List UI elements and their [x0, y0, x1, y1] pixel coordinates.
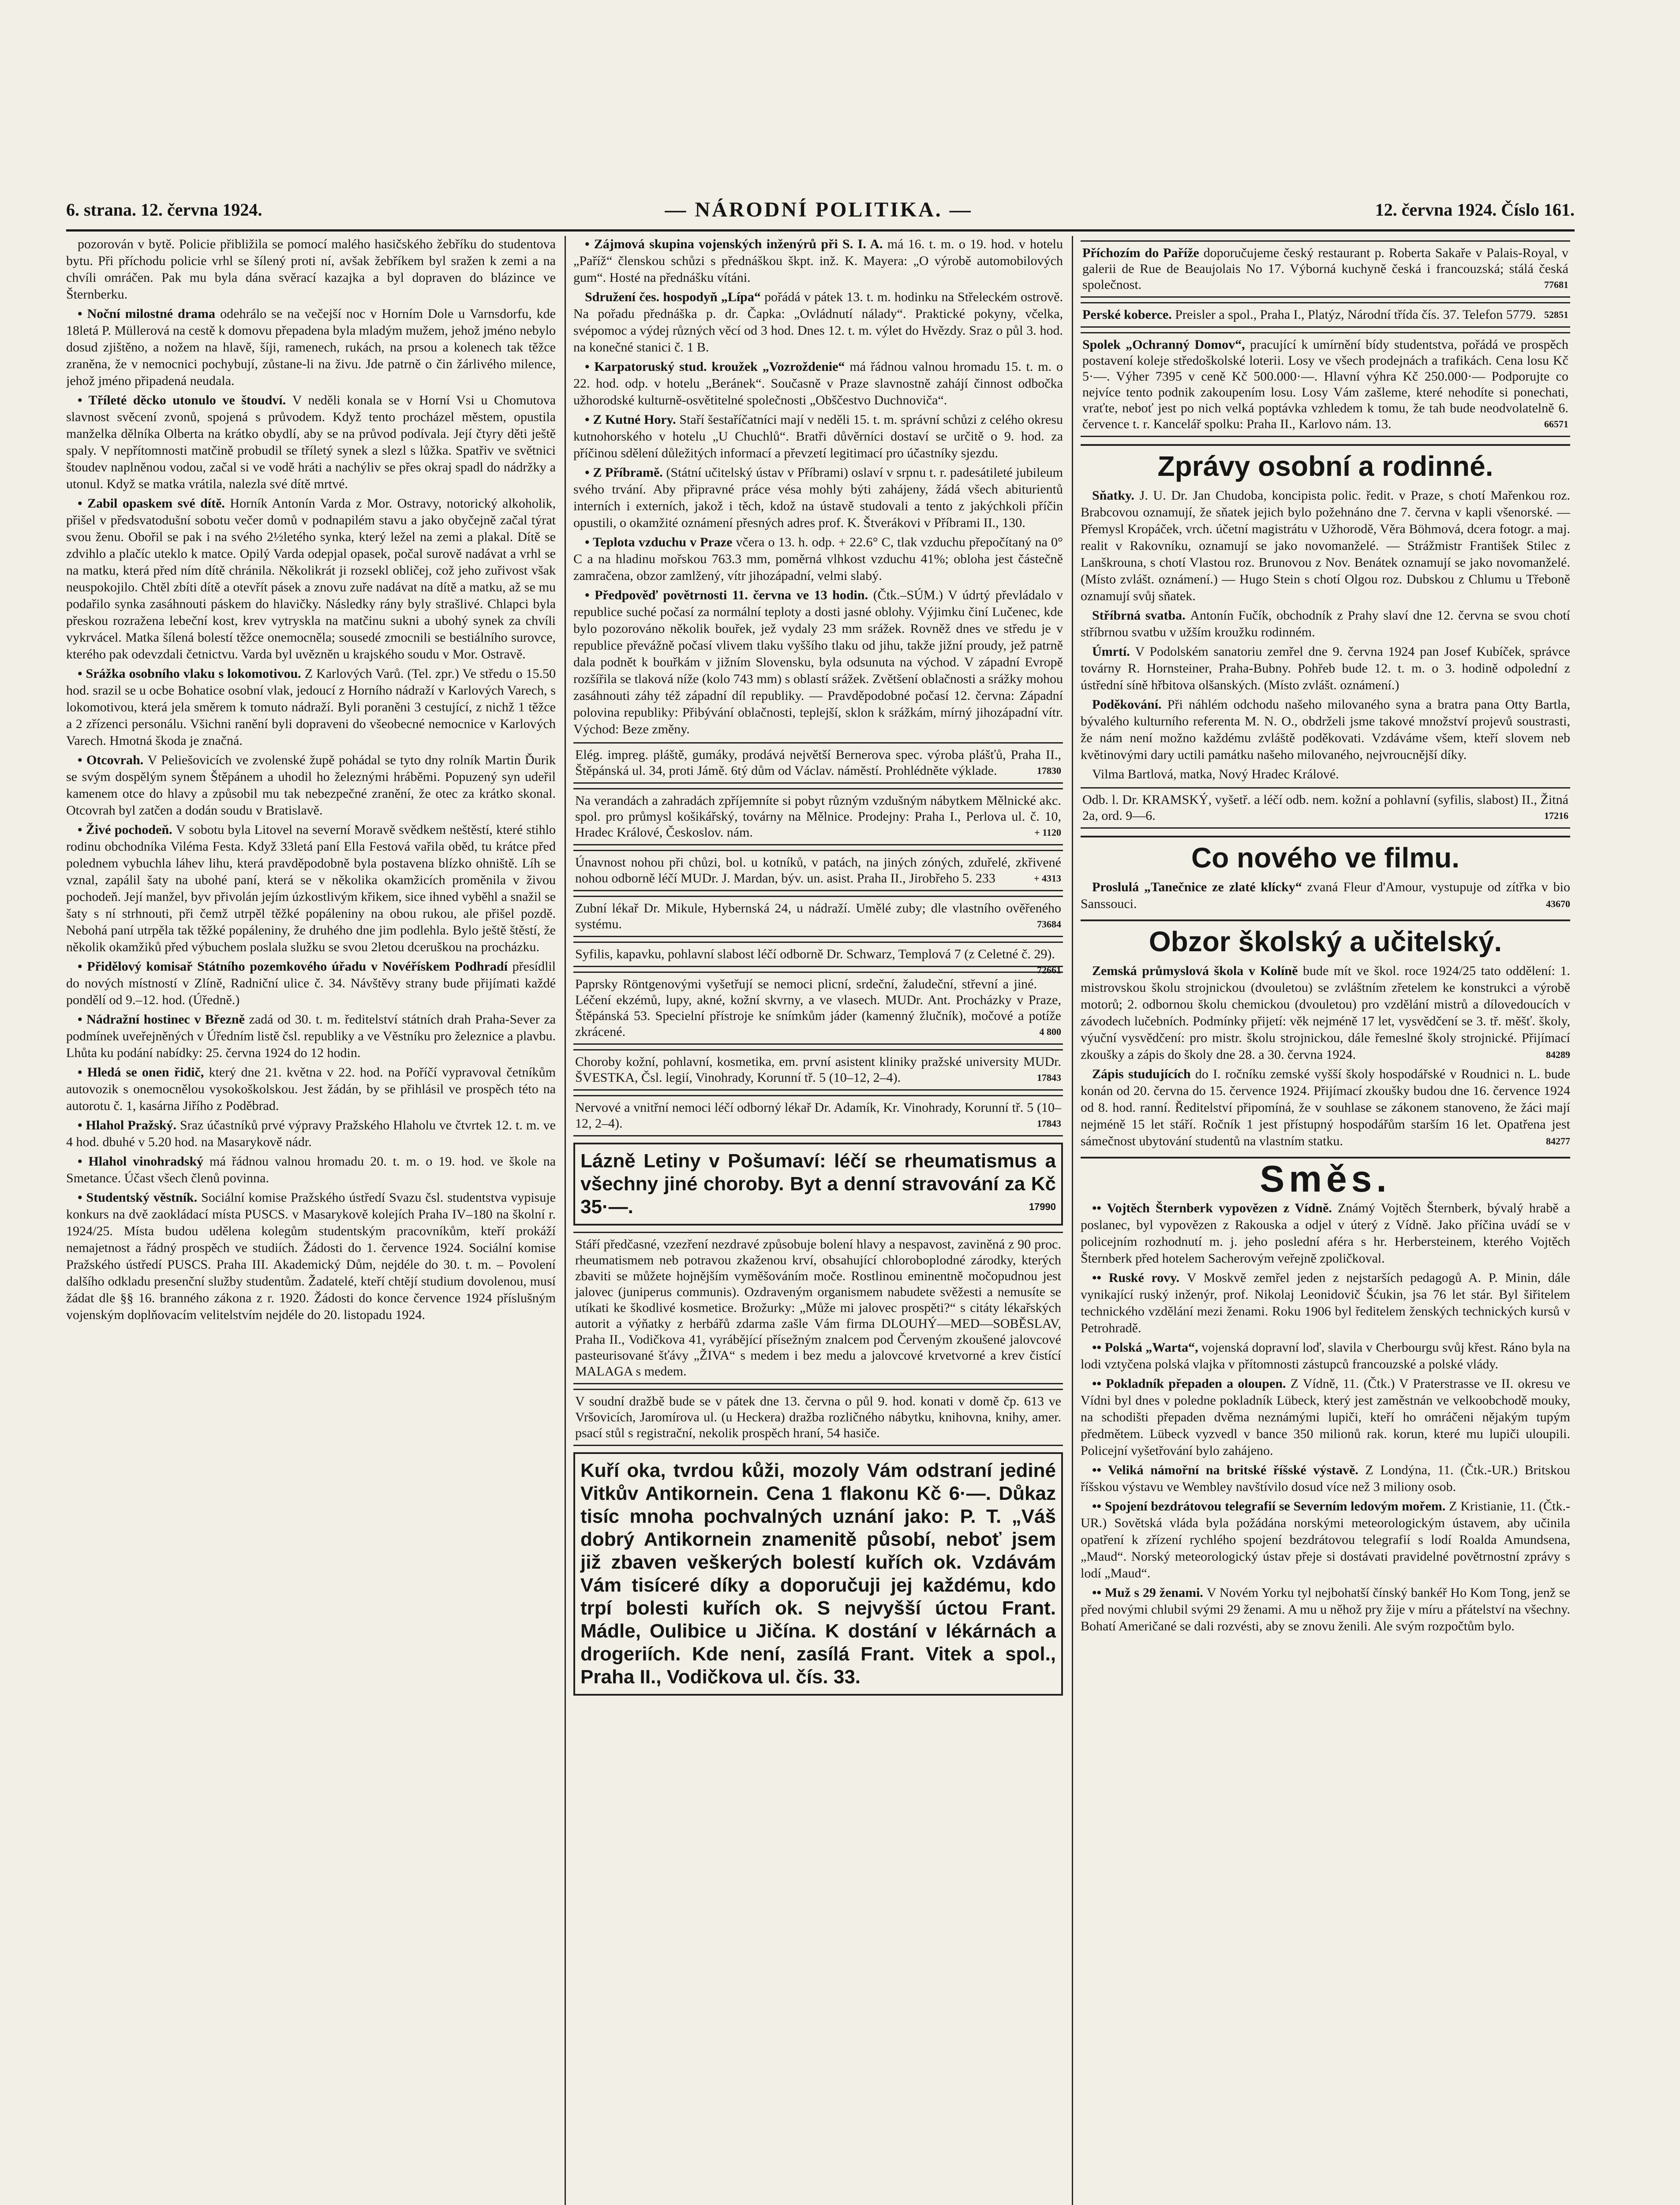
col1-item [66, 392, 556, 493]
ad-dr-kramsky [1081, 787, 1570, 829]
item-text: zadá od 30. t. m. ředitelství státních drah Praha-Sever za podmínek uveřejněných v Úředním listě čsl. republiky a ve Věstníku pro železnice a plavbu. Lhůta ku podání nabídky: 25. června 1924 do 12 hodin. [66, 1012, 556, 1060]
ad-text: Kuří oka, tvrdou kůži, mozoly Vám odstraní jediné Vitkův Antikornein. Cena 1 flakonu Kč 6·—. Důkaz tisíc mnoha pochvalných uznání jako: P. T. „Váš dobrý Antikornein znamenitě působí, neboť jsem již zbaven veškerých bolestí kuřích ok. Vzdávám Vám tisíceré díky a doporučuji jej každému, kdo trpí bolesti kuřích ok. S nejvyšší úctou Frant. Mádle, Oulibice u Jičína. K dostání v lékárnách a drogeriích. Kde není, zasílá Frant. Vitek a spol., Praha II., Vodičkova ul. čís. 33. [580, 1460, 1056, 1688]
item-number: 84289 [1546, 1049, 1570, 1060]
item-text: pracující k umírnění bídy studentstva, pořádá ve prospěch postavení koleje středoškolské loterii. Losy ve všech prodejnách a trafikách. Cena losu Kč 5·—. Výher 7395 v ceně Kč 500.000·—. Hlavní výhra Kč 250.000·— Podporujte co nejvíce tento podnik zakoupením losu. Losy Vám zašleme, které nehodíte si ponechati, vraťte, neboť jest po nich velká poptávka vzhledem k tomu, že tah bude neodvolatelně 6. července t. r. Kancelář spolku: Praha II., Karlovo nám. 13. [1082, 337, 1568, 431]
item-number: 84277 [1546, 1136, 1570, 1147]
item-text: V Peliešovicích ve zvolenské župě pohádal se tyto dny rolník Martin Ďurik se svým dospělým synem Štěpánem a uhodil ho železnými hráběmi. Popuzený syn udeřil kamenem otce do hlavy a způsobil mu tak nebezpečné zranění, že otec za krátko skonal. Otcovrah byl zatčen a dodán soudu v Bratislavě. [66, 753, 556, 818]
ad-text: Odb. l. Dr. KRAMSKÝ, vyšetř. a léčí odb. nem. kožní a pohlavní (syfilis, slabost) II., Žitná 2a, ord. 9—6. [1082, 792, 1568, 823]
item-head: •• Ruské rovy. [1092, 1271, 1187, 1285]
column-right [1081, 236, 1570, 2205]
col2-item [573, 289, 1063, 356]
ad-number: 17216 [1544, 810, 1568, 821]
column-rule [565, 236, 566, 2205]
item-head: • Hledá se onen řidič, [78, 1065, 209, 1080]
smes-item [1081, 1498, 1570, 1582]
item-head: • Přidělový komisař Státního pozemkového úřadu v Novéřískem Podhradí [78, 959, 513, 974]
col1-item [66, 822, 556, 956]
item-head: • Teplota vzduchu v Praze [585, 535, 736, 549]
item-number: 4 800 [1039, 1026, 1061, 1037]
item-head: Sdružení čes. hospodyň „Lípa“ [585, 290, 765, 304]
item-head: • Srážka osobního vlaku s lokomotivou. [78, 666, 305, 681]
item-head: •• Polská „Warta“, [1092, 1340, 1202, 1355]
film-item [1081, 879, 1570, 912]
item-text: Známý Vojtěch Šternberk, bývalý hrabě a poslanec, byl vypovězen z Rakouska a odjel v úterý z Vídně. Jako příčina uvádí se v policejním rozhodnutí m. j. jeho poslední aféra s hr. Herbersteinem, kterého Vojtěch Šternberk před hotelem Sacherovým veřejně zpoličkoval. [1081, 1201, 1570, 1266]
item-text: Z Kristianie, 11. (Čtk.-UR.) Sovětská vláda byla požádána norskými meteorologickým ústavem, aby učinila opatření k zřízení rychlého spojení bezdrátovou telegrafií s lodí Roalda Amundsena, „Maud“. Norský meteorologický ústav přeje si dostávati pravidelné povětrnostní zprávy s lodí „Maud“. [1081, 1499, 1570, 1581]
item-head: • Z Příbramě. [585, 465, 666, 480]
item-text: Antonín Fučík, obchodník z Prahy slaví dne 12. června se svou chotí stříbrnou svatbu v užším kroužku rodinném. [1081, 608, 1570, 639]
smes-item [1081, 1339, 1570, 1373]
col2-item [573, 464, 1063, 531]
zpravy-item [1081, 696, 1570, 763]
item-head: • Otcovrah. [78, 753, 148, 767]
col2ads-item [573, 896, 1063, 937]
column-middle [573, 236, 1063, 2205]
col1-item [66, 1011, 556, 1061]
column-rule [1072, 236, 1073, 2205]
item-head: • Noční milostné drama [78, 306, 221, 321]
item-head: • Studentský věstník. [78, 1190, 202, 1205]
item-text: Zubní lékař Dr. Mikule, Hybernská 24, u nádraží. Umělé zuby; dle vlastního ověřeného systému. [575, 901, 1061, 931]
smes-item [1081, 1200, 1570, 1267]
issue-number: 12. června 1924. Číslo 161. [1375, 199, 1575, 220]
item-text: Z Karlových Varů. (Tel. zpr.) Ve středu o 15.50 hod. srazil se u ocbe Bohatice osobní vlak, jedoucí z Horního nádraží v Karlových Varech, s lokomotivou, která jela směrem k tomuto nádraží. Byli poraněni 3 cestující, z nichž 1 těžce a 2 zřízenci personálu. Všichni ranění byli dopraveni do všeobecné nemocnice v Karlových Varech. Hmotná škoda je značná. [66, 666, 556, 748]
smes-item [1081, 1270, 1570, 1337]
item-text: Staří šestaříčatníci mají v neděli 15. t. m. správní schůzi z celého okresu kutnohorského v hotelu „U Chuchlů“. Bratři důvěrníci dostaví se určitě o 9. hod. za příčinou sdělení důležitých informací a převzetí legitimací pro účastníky sjezdu. [573, 412, 1063, 460]
item-number: 17843 [1037, 1072, 1061, 1083]
item-text: Preisler a spol., Praha I., Platýz, Národní třída čís. 37. Telefon 5779. [1175, 307, 1536, 322]
col1-item [66, 236, 556, 303]
ad-text: Lázně Letiny v Pošumaví: léčí se rheumatismus a všechny jiné choroby. Byt a denní stravování za Kč 35·—. [580, 1150, 1056, 1218]
col2-item [573, 236, 1063, 286]
item-text: doporučujeme český restaurant p. Roberta Sakaře v Palais-Royal, v galerii de Rue de Beaujolais No 17. Výborná kuchyně česká i francouzská; stálá česká společnost. [1082, 246, 1568, 292]
col3top-item [1081, 240, 1570, 298]
item-head: Úmrtí. [1092, 644, 1135, 659]
item-text: odehrálo se na večejší noc v Horním Dole u Varnsdorfu, kde 18letá P. Müllerová na cestě k domovu přepadena byla mladým mužem, jehož jméno nebylo dosud zjištěno, a nožem na hlavě, šíji, ramenech, rukách, na prsou a kolenech tak těžce zraněna, že v nemocnici pochybují, zůstane-li na živu. Jde patrně o čin žárlivého milence, jehož jméno připadená neudala. [66, 306, 556, 388]
section-heading: Obzor školský a učitelský. [1081, 919, 1570, 958]
item-head: Perské koberce. [1082, 307, 1175, 322]
ad-number: 17990 [1029, 1201, 1056, 1212]
item-number: 43670 [1546, 898, 1570, 909]
item-text: zvaná Fleur d'Amour, vystupuje od zítřka v bio Sanssouci. [1081, 880, 1570, 911]
ad-lazne-letiny [573, 1143, 1063, 1226]
col2-item [573, 534, 1063, 584]
zpravy-item [1081, 766, 1570, 783]
item-text: Sraz účastníků prvé výpravy Pražského Hlaholu ve čtvrtek 12. t. m. ve 4 hod. dbuhé v 5.20 hod. na Masarykově nádr. [66, 1118, 556, 1149]
col1-item [66, 495, 556, 663]
col1-item [66, 1153, 556, 1187]
item-text: J. U. Dr. Jan Chudoba, koncipista polic. ředit. v Praze, s chotí Mařenkou roz. Brabcovou oznamují, že sňatek jejich bylo požehnáno dne 7. června v kapli všenorské. — Přemysl Kropáček, vrch. účetní magistrátu v Užhorodě, Věra Böhmová, dcera fotogr. a maj. realit v Rakovníku, oznamují se jako novomanželé. — Strážmistr František Stilec z Lanškrouna, s chotí Vlastou roz. Brunovou z Nov. Benátek oznamují se jako novomanželé. (Místo zvlášt. oznámení.) — Hugo Stein s chotí Olgou roz. Dubskou z Chlumu u Třeboně oznamují svůj sňatek. [1081, 488, 1570, 603]
item-text: V Novém Yorku tyl nejbohatší čínský bankéř Ho Kom Tong, jenž se před novými chlubil svými 29 ženami. A mu u něhož pry žije v míru a přátelství na všechny. Bohatí Američané se dali rozvésti, aby se znovu ženili. Ale svým rozpočtům bylo. [1081, 1585, 1570, 1633]
item-number: 66571 [1544, 419, 1568, 430]
item-text: Nervové a vnitřní nemoci léčí odborný lékař Dr. Adamík, Kr. Vinohrady, Korunní tř. 5 (10–12, 2–4). [575, 1100, 1061, 1131]
newspaper-page [66, 194, 1575, 2205]
item-head: • Zabil opaskem své dítě. [78, 496, 230, 511]
item-text: má řádnou valnou hromadu 20. t. m. o 19. hod. ve škole na Smetance. Účast všech členů povinna. [66, 1154, 556, 1185]
item-head: •• Veliká námořní na britské říšské výstavě. [1092, 1463, 1366, 1477]
smes-item [1081, 1585, 1570, 1635]
item-head: • Z Kutné Hory. [585, 412, 680, 427]
col2ads-item [573, 850, 1063, 891]
item-text: Na verandách a zahradách zpříjemníte si pobyt různým vzdušným nábytkem Mělnické akc. spol. pro průmysl košikářský, továrny na Mělnice. Prodejny: Praha I., Perlova ul. č. 10, Hradec Králové, Českoslov. nám. [575, 793, 1061, 840]
item-number: 17830 [1037, 765, 1061, 776]
col2-item [573, 359, 1063, 409]
item-text: Elég. impreg. pláště, gumáky, prodává největší Bernerova spec. výroba plášťů, Praha II., Štěpánská ul. 34, proti Jámě. 6tý dům od Václav. náměstí. Prohlédněte výklade. [575, 747, 1061, 778]
item-head: Zápis studujících [1092, 1067, 1195, 1081]
col1-item [66, 1064, 556, 1114]
item-head: • Předpověď povětrnosti 11. června ve 13 hodin. [585, 588, 873, 602]
section-heading: Co nového ve filmu. [1081, 836, 1570, 875]
col2ads-item [573, 788, 1063, 845]
section-heading: Směs. [1081, 1157, 1570, 1196]
item-head: Proslulá „Tanečnice ze zlaté klícky“ [1092, 880, 1302, 894]
col1-item [66, 665, 556, 749]
item-head: Sňatky. [1092, 488, 1140, 503]
item-head: •• Pokladník přepaden a oloupen. [1092, 1376, 1291, 1391]
item-text: pozorován v bytě. Policie přibližila se pomocí malého hasičského žebříku do studentova bytu. Při příchodu policie vrhl se šílený proti ní, avšak žebříkem byl sražen k zemi a na chvíli omráčen. Pak mu byla dána svěrací kazajka a byl dopraven do blázince ve Šternberku. [66, 237, 556, 302]
item-text: (Čtk.–SÚM.) V údrtý převládalo v republice suché počasí za normální teploty a dosti jasné oblohy. Výjimku činí Lučenec, kde bylo pozorováno několik bouřek, jež vydaly 23 mm srážek. Rovněž dnes ve středu je v republice převážně počasí vlivem tlaku vyššího tlaku od jihu, takže jižní proudy, jež patrně dala podnět k bouřkám v jižním Slovensku, byla odsunuta na východ. V západní Evropě rozšířila se tlaková níže (kolo 743 mm) s oblastí srážek. Zvětšení oblačnosti a srážky mohou zasáhnouti záhy též západní díl republiky. — Pravděpodobné počasí 12. června: Západní polovina republiky: Přibývání oblačnosti, teplejší, sklon k srážkám, mírný jihozápadní vítr. Východ: Beze změny. [573, 588, 1063, 736]
col3top-item [1081, 302, 1570, 328]
section-heading: Zprávy osobní a rodinné. [1081, 444, 1570, 483]
item-number: 52851 [1544, 309, 1568, 320]
item-head: Zemská průmyslová škola v Kolíně [1092, 964, 1303, 978]
item-text: V Podolském sanatoriu zemřel dne 9. června 1924 pan Josef Kubíček, správce továrny R. Hornsteiner, Praha-Bubny. Pohřeb bude 12. t. m. o 3. hodině odpolední z ústřední síně hřbitova olšanských. (Místo zvlášt. oznámení.) [1081, 644, 1570, 692]
item-text: pořádá v pátek 13. t. m. hodinku na Střeleckém ostrově. Na pořadu přednáška p. dr. Čapka: „Ovládnutí nálady“. Praktické pokyny, včelka, svépomoc a výdej různých věcí od 3 hod. Dnes 12. t. m. výlet do Hvězdy. Sraz o půl 3. hod. na konečné stanici č. 1 B. [573, 290, 1063, 355]
item-head: Stříbrná svatba. [1092, 608, 1190, 623]
item-head: Spolek „Ochranný Domov“, [1082, 337, 1250, 352]
item-number: + 4313 [1033, 873, 1061, 884]
col2ads-item [573, 1049, 1063, 1091]
smes-item [1081, 1462, 1570, 1495]
item-text: Při náhlém odchodu našeho milovaného syna a bratra pana Otty Bartla, bývalého kulturního referenta M. N. O., obdrželi jsme takové množství projevů soustrasti, že nám není možno každému zvláště poděkovati. Vzdáváme všem, kteří slovem neb květinovými dary uctili památku našeho milovaného, nejvroucnější díky. [1081, 697, 1570, 762]
item-text: přesídlil do nových místností v Zlíně, Radniční ulice č. 34. Návštěvy strany bude přijímati každé pondělí od 9.–12. hod. (Úředně.) [66, 959, 556, 1007]
item-text: do I. ročníku zemské vyšší školy hospodářské v Roudnici n. L. bude konán od 20. června do 15. července 1924. Přijímací zkoušky budou dne 16. července 1924 od 8. hod. ranní. Ředitelství připomíná, že v souhlase se zákonem stanoveno, že žáci mají nejméně 15 let stáří. Ročník 1 jest přístupný hospodářům starším 16 let. Opatřena jest sámečnost ubytování studentů na vlastním statku. [1081, 1067, 1570, 1148]
ad-kuri-oka [573, 1452, 1063, 1696]
item-number: 17843 [1037, 1118, 1061, 1129]
item-text: má řádnou valnou hromadu 15. t. m. o 22. hod. odp. v hotelu „Beránek“. Současně v Praze slavnostně zahájí činnost odbočka užhorodské kulturně-osvětitelné společnosti „Obščestvo Duchnoviča“. [573, 359, 1063, 407]
item-head: •• Muž s 29 ženami. [1092, 1585, 1207, 1600]
item-head: • Nádražní hostinec v Březně [78, 1012, 249, 1027]
item-text: Choroby kožní, pohlavní, kosmetika, em. první asistent kliniky pražské university MUDr. ŠVESTKA, Čsl. legií, Vinohrady, Korunní tř. 5 (10–12, 2–4). [575, 1054, 1061, 1085]
item-head: • Zájmová skupina vojenských inženýrů při S. I. A. [585, 237, 887, 251]
item-head: • Živé pochodeň. [78, 822, 176, 837]
item-head: • Hlahol Pražský. [78, 1118, 180, 1132]
item-text: Únavnost nohou při chůzi, bol. u kotníků, v patách, na jiných zóných, zduřelé, zkřivené nohou odborně léčí MUDr. J. Mardan, býv. un. asist. Praha II., Jirobřeho 5. 233 [575, 855, 1061, 886]
ad-soudni-drazba [573, 1389, 1063, 1446]
item-text: V Moskvě zemřel jeden z nejstarších pedagogů A. P. Minin, dále vynikající ruský inženýr, prof. Nikolaj Leonidovič Šćukin, jsa 76 let stár. Byl šiřitelem technického vzdělání mezi ženami. Roku 1906 byl ředitelem ženských technických kursů v Petrohradě. [1081, 1271, 1570, 1335]
masthead [66, 194, 1575, 232]
col2ads-item [573, 942, 1063, 975]
item-number: 73684 [1037, 919, 1061, 930]
col2-item [573, 411, 1063, 462]
col1-item [66, 306, 556, 389]
item-text: který dne 21. května v 22. hod. na Poříčí vypravoval četníkům autovozik s onemocnělou vysokoškolskou. Jest žádán, by se přihlásil ve prospěch této na autorotu č. 1, kasárna Jiřího z Poděbrad. [66, 1065, 556, 1113]
col1-item [66, 1189, 556, 1323]
item-head: •• Spojení bezdrátovou telegrafií se Severním ledovým mořem. [1092, 1499, 1449, 1514]
item-text: Z Vídně, 11. (Čtk.) V Praterstrasse ve II. okresu ve Vídni byl dnes v poledne pokladník Lübeck, který jest zaměstnán ve velkoobchodě mouky, na schodišti přepaden dvěma neznámými lupiči, kteří ho omráčeni nějakým tupým předmětem. Lübeck vyzvedl v bance 350 milionů rak. korun, které mu lupiči uloupili. Policejní vyšetřování bylo zahájeno. [1081, 1376, 1570, 1458]
col1-item [66, 958, 556, 1009]
smes-item [1081, 1375, 1570, 1459]
ad-text: V soudní dražbě bude se v pátek dne 13. června o půl 9. hod. konati v domě čp. 613 ve Vršovicích, Jaromírova ul. (u Heckera) dražba rozličného nábytku, knihovna, knihy, amer. psací stůl s registrační, nekolik prospěch hraní, 54 hasiče. [575, 1394, 1061, 1440]
item-number: 77681 [1544, 279, 1568, 290]
zpravy-item [1081, 487, 1570, 605]
col2ads-item [573, 1095, 1063, 1136]
ad-text: Stáří předčasné, vzezření nezdravé způsobuje bolení hlavy a nespavost, zaviněná z 90 proc. rheumatismem neb potravou zkaženou krví, obsahující chloroboplodné zárodky, kterých zbaviti se můžete hojnějším vyměšováním moče. Rostlinou eminentně močopudnou jest jalovec (juniperus communis). Ozdraveným organismem nabudete svěžesti a nemusíte se utíkati ke škodlivé kosmetice. Brožurky: „Může mi jalovec prospěti?“ s citáty lékařských autorit a výňatky z herbářů zdarma zašle Vám firma DLOUHÝ—MED—SOBĚSLAV, Praha II., Vodičkova 41, vyrábějící přísežným znalcem pod Červeným zkoušené jalovcové pasteurisované šťávy „ŽIVA“ s medem i bez medu a jalovcové krvetvorné a krev čistící MALAGA s medem. [575, 1237, 1061, 1379]
item-text: Syfilis, kapavku, pohlavní slabost léčí odborně Dr. Schwarz, Templová 7 (z Celetné č. 29). [575, 947, 1055, 961]
column-left [66, 236, 556, 2205]
col3top-item [1081, 332, 1570, 437]
newspaper-title: — NÁRODNÍ POLITIKA. — [665, 198, 973, 221]
item-text: Vilma Bartlová, matka, Nový Hradec Králové. [1092, 767, 1339, 781]
zpravy-item [1081, 643, 1570, 694]
item-text: V sobotu byla Litovel na severní Moravě svědkem neštěstí, které stihlo rodinu obchodníka Viléma Festa. Když 33letá paní Ella Festová vařila oběd, tu krátce před polednem vybuchla láhev lihu, která pravděpodobně byla postavena blízko ohniště. Líh se vznal, zapálil šaty na ubohé paní, která se v několika okamžicích proměnila v živou pochodeň. Její manžel, byv přivolán jejím úzkostlivým křikem, sice ihned vyběhl a snažil se šaty s ní strhnouti, při čemž utrpěl těžké popáleniny na obou rukou, ale přišel pozdě. Nebohá paní utrpěla tak těžké popáleniny, že druhého dne jim podlehla. Bylo ještě štěstí, že několik okamžiků před výbuchem poslala služku se svou 2letou dceruškou na procházku. [66, 822, 556, 954]
item-text: (Státní učitelský ústav v Příbrami) oslaví v srpnu t. r. padesátileté jubileum svého trvání. Aby připravné práce vésa mohly býti zahájeny, žádá všech abiturientů interních i externích, jakož i těch, kdož na ústavě studovali a tento z jakýchkoli příčin opustili, o okamžité oznámení přesných adres prof. K. Štverákovi v Příbrami II., 130. [573, 465, 1063, 530]
item-number: + 1120 [1034, 827, 1061, 838]
item-head: • Tříleté děcko utonulo ve štoudví. [78, 393, 292, 407]
page-number-date: 6. strana. 12. června 1924. [66, 199, 262, 220]
item-text: Horník Antonín Varda z Mor. Ostravy, notorický alkoholik, přišel v předsvatodušní sobotu večer domů v podnapilém stavu a jako obyčejně začal týrat svou ženu. Obořil se pak i na svého 2½letého synka, který ležel na zemi a plakal. Dítě se zdvihlo a plačíc uteklo k matce. Opilý Varda odepjal opasek, počal surově nadávat a vrhl se na matku, která před ním dítě chránila. Několikrát ji rozsekl obličej, což jeho zuřivost však neuspokojilo. Chtěl zbíti dítě a otevřít pásek a znovu zuře nadávat na dítě a matku, až se mu podařilo synka zasáhnouti páskem do hlavičky. Následky rány byly strašlivé. Chlapci byla přeskou rozražena lebeční kost, krev vytryskla na matčinu sukni a ubohý synek za chvíli vykrvácel. Matka šílená bolestí těžce onemocněla; sousedé zmocnili se bestiálního surovce, kterého pak odevzdali četnictvu. Varda byl uvězněn u krajského soudu v Mor. Ostravě. [66, 496, 556, 662]
skolsky-item [1081, 963, 1570, 1063]
col2ads-item [573, 972, 1063, 1045]
item-text: bude mít ve škol. roce 1924/25 tato oddělení: 1. mistrovskou školu strojnickou (dvouletou) se zvláštním zřetelem ke konstrukci a výrobě motorů; 2. odbornou školu chemickou (dvouletou) pro vzdělání mistrů a dílovedoucích v závodech lučebních. Podmínky přijetí: věk nejméně 17 let, vysvědčení se 3. tř. měšť. školy, výuční vysvědčení: pro mistr. školu strojnickou, dále řemeslné školy strojnické. Přijímací zkoušky a zápis do školy dne 28. a 30. června 1924. [1081, 964, 1570, 1062]
item-text: včera o 13. h. odp. + 22.6° C, tlak vzduchu přepočítaný na 0° C a na hladinu mořskou 763.3 mm, poměrná vlhkost vzduchu 41%; obloha jest částečně zamračena, obzor zamlžený, vítr jihozápadní, velmi slabý. [573, 535, 1063, 583]
item-head: • Hlahol vinohradský [78, 1154, 210, 1169]
item-text: vojenská dopravní loď, slavila v Cherbourgu svůj křest. Ráno byla na lodi vztyčena polská vlajka v přítomnosti zástupců francouzské a polské vlády. [1081, 1340, 1570, 1372]
item-text: Paprsky Röntgenovými vyšetřují se nemoci plicní, srdeční, žaludeční, střevní a jiné. Léčení ekzémů, lupy, akné, kožní skvrny, a ve vlasech. MUDr. Ant. Procházky v Praze, Štěpánská 53. Specielní přístroje ke snímkům jáder (kamenný žlučník), močové a potíže zkrácené. [575, 977, 1061, 1039]
item-text: Sociální komise Pražského ústředí Svazu čsl. studentstva vypisuje konkurs na dvě zaokládací místa PUSCS. v Masarykově kolejích Praha IV–180 na školní r. 1924/25. Místa budou udělena kolegům studentským pracovníkům, kteří prokáží nemajetnost a řádný prospěch ve studiích. Žádosti do 1. července 1924. Sociální komise Pražského ústředí PUSCS. Praha III. Akademický Dům, nejdéle do 30. t. m. – Povolení dalšího odkladu presenční služby studentům. Žadatelé, kteří chtějí studium dovolenou, musí žádat dle §§ 16. branného zákona z r. 1920. Žádosti do konce července 1924 příslušným vojenským doplňovacím velitelstvím nejdéle do 20. listopadu 1924. [66, 1190, 556, 1322]
col1-item [66, 752, 556, 819]
item-number: 72661 [1037, 964, 1061, 975]
zpravy-item [1081, 607, 1570, 641]
col1-item [66, 1117, 556, 1151]
item-head: Poděkování. [1092, 697, 1167, 712]
item-text: má 16. t. m. o 19. hod. v hotelu „Paříž“ členskou schůzi s přednáškou škpt. inž. K. Mayera: „O výrobě automobilových gum“. Hosté na přednášku vítáni. [573, 237, 1063, 285]
col2-item [573, 587, 1063, 738]
item-text: Z Londýna, 11. (Čtk.-UR.) Britskou říšskou výstavu ve Wembley navštívilo dosud více než 3 miliony osob. [1081, 1463, 1570, 1494]
item-head: Příchozím do Paříže [1082, 246, 1204, 260]
skolsky-item [1081, 1066, 1570, 1150]
ad-stari-prdcasne [573, 1232, 1063, 1384]
item-head: •• Vojtěch Šternberk vypovězen z Vídně. [1092, 1201, 1338, 1215]
item-text: V neděli konala se v Horní Vsi u Chomutova slavnost svěcení zvonů, spojená s průvodem. Když tento procházel městem, opustila manželka dělníka Olberta na krátko obydlí, aby se na průvod podívala. Její čtyry děti ještě spaly. V nepřítomnosti matčině probudil se tříletý synek a slezl s lůžka. Spatřiv ve světnici štoudev naplněnou vodou, začal si ve vodě hráti a nachýliv se přes okraj spadl do nádržky a utonul. Když se matka vrátila, nalezla své dítě mrtvé. [66, 393, 556, 491]
col2ads-item [573, 742, 1063, 784]
item-head: • Karpatoruský stud. kroužek „Vozroždenie“ [585, 359, 850, 374]
